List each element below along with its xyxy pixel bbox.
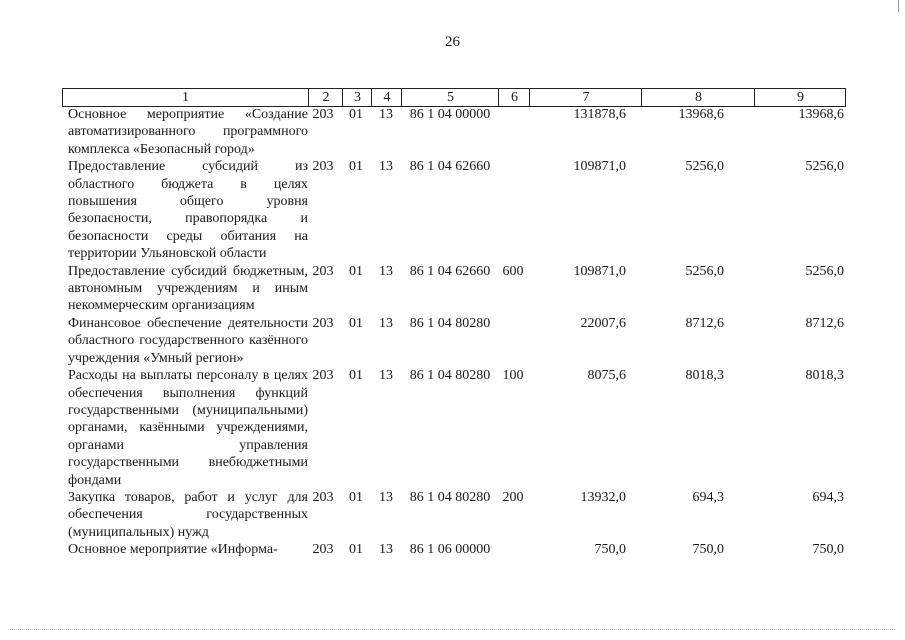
header-col-3: 3 bbox=[342, 89, 372, 106]
row-col-9: 5256,0 bbox=[805, 263, 844, 279]
row-col-8: 750,0 bbox=[692, 542, 724, 558]
row-col-3: 01 bbox=[349, 315, 363, 331]
header-col-7: 7 bbox=[529, 89, 642, 106]
table-body bbox=[62, 106, 846, 559]
row-col-9: 8712,6 bbox=[805, 315, 844, 331]
row-col-3: 01 bbox=[349, 159, 363, 175]
header-col-9: 9 bbox=[754, 89, 846, 106]
row-col-8: 13968,6 bbox=[678, 107, 724, 122]
row-name: Расходы на выплаты персоналу в целях обеспечения выполнения функций государственными (муниципальными) органами, казёнными учреждениями, органами управления государственными внебюджетными фондами bbox=[68, 368, 308, 488]
header-col-6: 6 bbox=[498, 89, 530, 106]
row-name: Основное мероприятие «Информа- bbox=[68, 542, 278, 558]
header-col-5: 5 bbox=[401, 89, 499, 106]
row-col-8: 694,3 bbox=[692, 489, 724, 505]
row-col-9: 8018,3 bbox=[805, 368, 844, 384]
row-col-2: 203 bbox=[312, 542, 334, 558]
table-header bbox=[62, 88, 846, 107]
row-name: Основное мероприятие «Создание автоматизированного программного комплекса «Безопасный город» bbox=[68, 107, 308, 157]
row-name: Предоставление субсидий бюджетным, автономным учреждениям и иным некоммерческим организациям bbox=[68, 263, 308, 314]
row-col-2: 203 bbox=[312, 263, 334, 279]
row-col-2: 203 bbox=[312, 107, 334, 122]
row-col-8: 8018,3 bbox=[685, 368, 724, 384]
table-row bbox=[62, 489, 846, 541]
row-col-7: 750,0 bbox=[594, 542, 626, 558]
row-col-7: 109871,0 bbox=[573, 159, 626, 175]
row-col-2: 203 bbox=[312, 315, 334, 331]
row-col-4: 13 bbox=[379, 159, 393, 175]
row-col-9: 13968,6 bbox=[798, 107, 844, 122]
row-col-7: 8075,6 bbox=[587, 368, 626, 384]
row-col-4: 13 bbox=[379, 107, 393, 122]
row-col-3: 01 bbox=[349, 542, 363, 558]
row-col-6: 200 bbox=[502, 489, 524, 505]
row-col-8: 5256,0 bbox=[685, 263, 724, 279]
scan-bottom-edge bbox=[10, 629, 895, 631]
row-col-9: 5256,0 bbox=[805, 159, 844, 175]
row-col-4: 13 bbox=[379, 542, 393, 558]
scan-edge-mark bbox=[898, 0, 899, 12]
row-col-5: 86 1 04 00000 bbox=[409, 107, 491, 122]
row-name: Закупка товаров, работ и услуг для обеспечения государственных (муниципальных) нужд bbox=[68, 489, 308, 540]
page-number: 26 bbox=[445, 34, 460, 50]
row-col-3: 01 bbox=[349, 368, 363, 384]
row-col-9: 750,0 bbox=[812, 542, 844, 558]
row-col-4: 13 bbox=[379, 315, 393, 331]
row-col-2: 203 bbox=[312, 159, 334, 175]
row-col-7: 22007,6 bbox=[580, 315, 626, 331]
row-name: Финансовое обеспечение деятельности областного государственного казённого учреждения «Умный регион» bbox=[68, 315, 308, 366]
row-col-2: 203 bbox=[312, 489, 334, 505]
table-row bbox=[62, 158, 846, 262]
row-col-6: 600 bbox=[502, 263, 524, 279]
row-col-7: 131878,6 bbox=[573, 107, 626, 122]
row-col-4: 13 bbox=[379, 489, 393, 505]
row-name: Предоставление субсидий из областного бюджета в целях повышения общего уровня безопасности, правопорядка и безопасности среды обитания на территории Ульяновской области bbox=[68, 159, 308, 262]
row-col-4: 13 bbox=[379, 368, 393, 384]
row-col-3: 01 bbox=[349, 107, 363, 122]
row-col-3: 01 bbox=[349, 263, 363, 279]
table-row bbox=[62, 263, 846, 315]
row-col-7: 109871,0 bbox=[573, 263, 626, 279]
row-col-8: 5256,0 bbox=[685, 159, 724, 175]
table-row bbox=[62, 541, 846, 558]
table-row bbox=[62, 315, 846, 367]
row-col-4: 13 bbox=[379, 263, 393, 279]
header-col-4: 4 bbox=[371, 89, 402, 106]
row-col-9: 694,3 bbox=[812, 489, 844, 505]
row-col-3: 01 bbox=[349, 489, 363, 505]
row-col-2: 203 bbox=[312, 368, 334, 384]
row-col-5: 86 1 06 00000 bbox=[409, 542, 491, 558]
table-row bbox=[62, 106, 846, 158]
table-row bbox=[62, 367, 846, 489]
row-col-5: 86 1 04 62660 bbox=[409, 159, 491, 175]
row-col-5: 86 1 04 62660 bbox=[409, 263, 491, 279]
header-col-1: 1 bbox=[182, 90, 189, 105]
row-col-6: 100 bbox=[502, 368, 524, 384]
header-col-2: 2 bbox=[308, 89, 343, 106]
row-col-8: 8712,6 bbox=[685, 315, 724, 331]
header-col-8: 8 bbox=[641, 89, 755, 106]
row-col-5: 86 1 04 80280 bbox=[409, 368, 491, 384]
row-col-5: 86 1 04 80280 bbox=[409, 315, 491, 331]
row-col-7: 13932,0 bbox=[580, 489, 626, 505]
row-col-5: 86 1 04 80280 bbox=[409, 489, 491, 505]
